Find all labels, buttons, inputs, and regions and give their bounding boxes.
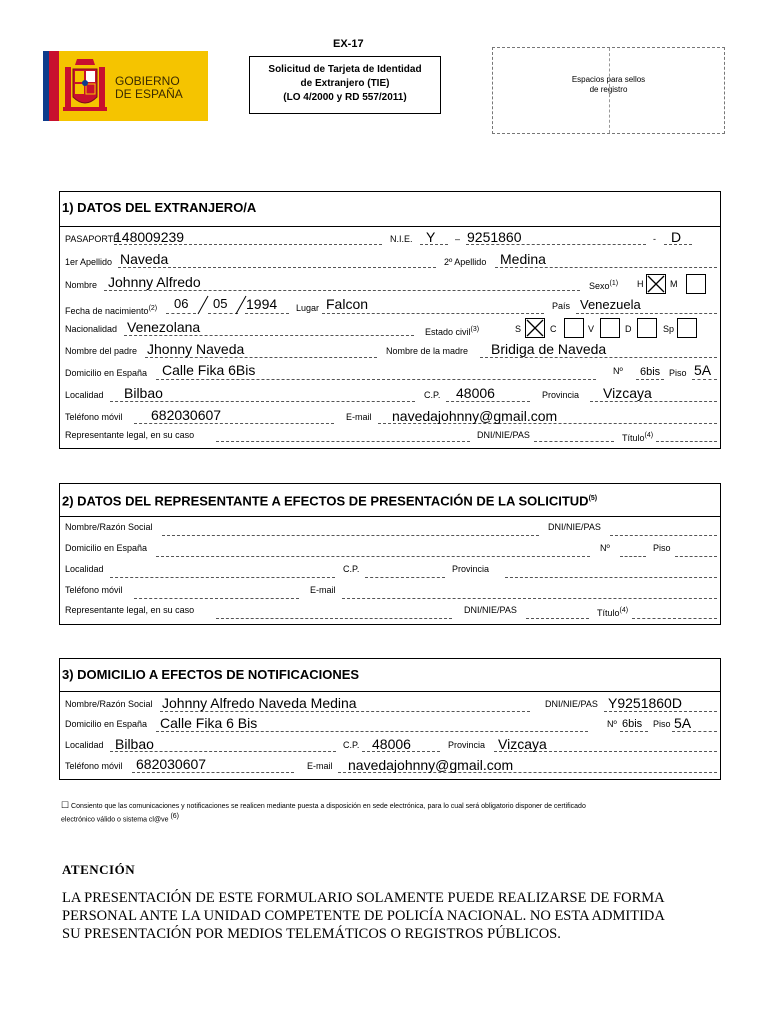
titulo-label: Título$^{(4)}$	[622, 432, 654, 443]
not-email-label: E-mail	[307, 761, 333, 771]
check-cross-icon	[526, 319, 544, 337]
estado-s-label: S	[515, 324, 522, 334]
nie-label: N.I.E.	[390, 234, 413, 244]
consent-ref: (6)	[170, 813, 180, 820]
estado-v-checkbox[interactable]	[600, 318, 620, 338]
check-cross-icon	[647, 275, 665, 293]
madre-field[interactable]: Bridiga de Naveda	[491, 341, 607, 357]
padre-label: Nombre del padre	[65, 346, 138, 356]
section1-title: 1) DATOS DEL EXTRANJERO/A	[62, 200, 257, 215]
padre-field[interactable]: Jhonny Naveda	[147, 341, 245, 357]
rep-domicilio-label: Domicilio en España	[65, 543, 148, 553]
section2-title-rule	[60, 516, 720, 517]
rep-domicilio-field[interactable]	[156, 556, 590, 557]
estado-d-checkbox[interactable]	[637, 318, 657, 338]
nacionalidad-label: Nacionalidad	[65, 324, 118, 334]
rep-telefono-label: Teléfono móvil	[65, 585, 123, 595]
dni-label: DNI/NIE/PAS	[477, 430, 530, 440]
stamp-divider	[609, 48, 610, 133]
logo-text-line1: GOBIERNO	[115, 74, 180, 88]
form-code: EX-17	[333, 38, 364, 50]
provincia-label: Provincia	[542, 390, 580, 400]
nie-check-field[interactable]: D	[671, 229, 682, 245]
pasaporte-label: PASAPORTE	[65, 234, 120, 244]
not-domicilio-field[interactable]: Calle Fika 6 Bis	[160, 715, 258, 731]
pasaporte-field[interactable]: 148009239	[114, 229, 185, 245]
sexo-label: Sexo$^{(1)}$	[589, 280, 619, 291]
localidad-label: Localidad	[65, 390, 104, 400]
section3-title-rule	[60, 691, 720, 692]
rep-cp-label: C.P.	[343, 564, 360, 574]
title-line3: (LO 4/2000 y RD 557/2011)	[283, 92, 407, 103]
fecha-ref: (2)	[148, 305, 158, 312]
rep-cp-field[interactable]	[365, 577, 445, 578]
notice-line3: SU PRESENTACIÓN POR MEDIOS TELEMÁTICOS O REGISTROS PÚBLICOS.	[62, 926, 561, 942]
numero-label: Nº	[613, 366, 623, 376]
rep-nombre-field[interactable]	[162, 535, 539, 536]
not-numero-label: Nº	[607, 719, 617, 729]
rep-telefono-field[interactable]	[134, 598, 299, 599]
not-piso-field[interactable]: 5A	[674, 715, 692, 731]
rep-provincia-field[interactable]	[505, 577, 717, 578]
not-dni-label: DNI/NIE/PAS	[545, 699, 598, 709]
telefono-label: Teléfono móvil	[65, 412, 123, 422]
domicilio-label: Domicilio en España	[65, 368, 148, 378]
email-field[interactable]: navedajohnny@gmail.com	[392, 408, 558, 424]
sexo-h-label: H	[637, 279, 644, 289]
rep-localidad-field[interactable]	[110, 577, 335, 578]
rep-titulo-label: Título$^{(4)}$	[597, 607, 629, 618]
stamp-line1: Espacios para sellos	[571, 75, 646, 84]
nie-letter-field[interactable]: Y	[426, 229, 436, 245]
coat-of-arms-icon	[61, 57, 109, 117]
representante-label: Representante legal, en su caso	[65, 430, 195, 440]
rep-titulo-field[interactable]	[632, 618, 717, 619]
estado-d-label: D	[625, 324, 632, 334]
logo-text-line2: DE ESPAÑA	[115, 87, 183, 101]
rep-dni-field[interactable]	[610, 535, 717, 536]
sexo-m-label: M	[670, 279, 678, 289]
email-label: E-mail	[346, 412, 372, 422]
rep-email-field[interactable]	[342, 598, 717, 599]
estado-sp-label: Sp	[663, 324, 675, 334]
pais-label: País	[552, 301, 571, 311]
gobierno-logo	[43, 51, 208, 121]
rep-localidad-label: Localidad	[65, 564, 104, 574]
notice-line1: LA PRESENTACIÓN DE ESTE FORMULARIO SOLAMENTE PUEDE REALIZARSE DE FORMA	[62, 890, 665, 906]
fecha-anio-field[interactable]: 1994	[246, 296, 278, 312]
nombre-field[interactable]: Johnny Alfredo	[108, 274, 201, 290]
consent-text: Consiento que las comunicaciones y notificaciones se realicen mediante puesta a disposición en sede electrónica, para lo cual será obligatorio disponer de certificado	[71, 803, 586, 810]
sexo-ref: (1)	[609, 280, 619, 287]
piso-label: Piso	[669, 368, 687, 378]
estado-c-checkbox[interactable]	[564, 318, 584, 338]
notice-heading: ATENCIÓN	[62, 862, 136, 877]
pais-field[interactable]: Venezuela	[580, 297, 641, 312]
section2-title: 2) DATOS DEL REPRESENTANTE A EFECTOS DE PRESENTACIÓN DE LA SOLICITUD$^{(5)}$	[62, 493, 598, 509]
nacionalidad-field[interactable]: Venezolana	[127, 319, 201, 335]
not-telefono-field[interactable]: 682030607	[136, 756, 207, 772]
estado-c-label: C	[550, 324, 557, 334]
not-nombre-label: Nombre/Razón Social	[65, 699, 153, 709]
section1-title-rule	[60, 226, 720, 227]
not-localidad-field[interactable]: Bilbao	[115, 736, 154, 752]
rep-piso-label: Piso	[653, 543, 671, 553]
numero-field[interactable]: 6bis	[640, 366, 661, 378]
estado-v-label: V	[588, 324, 595, 334]
consent-line2: electrónico válido o sistema cl@ve (6)	[61, 813, 180, 824]
nie-number-field[interactable]: 9251860	[467, 229, 522, 245]
not-provincia-label: Provincia	[448, 740, 486, 750]
titulo-ref: (4)	[644, 432, 654, 439]
rep-dni2-field[interactable]	[526, 618, 589, 619]
stamp-line2: de registro	[589, 85, 628, 94]
provincia-field[interactable]: Vizcaya	[603, 385, 652, 401]
registry-stamp-box	[492, 47, 725, 134]
consent-checkbox[interactable]: ☐	[61, 800, 70, 810]
flag-stripe	[49, 51, 59, 121]
rep-dni-label: DNI/NIE/PAS	[548, 522, 601, 532]
sexo-m-checkbox[interactable]	[686, 274, 706, 294]
rep-numero-field[interactable]	[620, 556, 646, 557]
rep-dni2-label: DNI/NIE/PAS	[464, 605, 517, 615]
domicilio-field[interactable]: Calle Fika 6Bis	[162, 362, 256, 378]
not-domicilio-label: Domicilio en España	[65, 719, 148, 729]
not-piso-label: Piso	[653, 719, 671, 729]
rep-titulo-ref: (4)	[619, 607, 629, 614]
apellido1-label: 1er Apellido	[65, 257, 113, 267]
rep-representante-field[interactable]	[216, 618, 452, 619]
fecha-mes-field[interactable]: 05	[213, 296, 228, 311]
fecha-dia-field[interactable]: 06	[174, 296, 189, 311]
not-localidad-label: Localidad	[65, 740, 104, 750]
not-cp-field[interactable]: 48006	[372, 736, 411, 752]
title-box	[249, 56, 441, 114]
rep-piso-field[interactable]	[675, 556, 717, 557]
estado-s-checkbox[interactable]	[525, 318, 545, 338]
not-cp-label: C.P.	[343, 740, 360, 750]
estado-sp-checkbox[interactable]	[677, 318, 697, 338]
not-telefono-label: Teléfono móvil	[65, 761, 123, 771]
cp-label: C.P.	[424, 390, 441, 400]
title-line2: de Extranjero (TIE)	[300, 78, 390, 89]
not-email-field[interactable]: navedajohnny@gmail.com	[348, 757, 514, 773]
sexo-h-checkbox[interactable]	[646, 274, 666, 294]
nombre-label: Nombre	[65, 280, 98, 290]
section2-title-ref: (5)	[588, 495, 598, 502]
consent-line1	[61, 800, 586, 812]
not-numero-field[interactable]: 6bis	[622, 718, 643, 730]
apellido2-field[interactable]: Medina	[500, 251, 546, 267]
not-nombre-field[interactable]: Johnny Alfredo Naveda Medina	[162, 695, 357, 711]
date-slash-icon	[197, 295, 209, 315]
nie-dash: –	[455, 234, 461, 244]
title-line1: Solicitud de Tarjeta de Identidad	[268, 64, 422, 75]
madre-label: Nombre de la madre	[386, 346, 469, 356]
lugar-label: Lugar	[296, 303, 320, 313]
piso-field[interactable]: 5A	[694, 362, 712, 378]
rep-nombre-label: Nombre/Razón Social	[65, 522, 153, 532]
fecha-nacimiento-label: Fecha de nacimiento$^{(2)}$	[65, 305, 158, 316]
not-dni-field[interactable]: Y9251860D	[608, 695, 682, 711]
not-provincia-field[interactable]: Vizcaya	[498, 736, 547, 752]
estado-civil-label: Estado civil$^{(3)}$	[425, 326, 480, 337]
rep-email-label: E-mail	[310, 585, 336, 595]
telefono-field[interactable]: 682030607	[151, 407, 222, 423]
localidad-field[interactable]: Bilbao	[124, 385, 163, 401]
notice-line2: PERSONAL ANTE LA UNIDAD COMPETENTE DE POLICÍA NACIONAL. NO ESTA ADMITIDA	[62, 908, 665, 924]
nie-separator: -	[653, 234, 656, 244]
apellido2-label: 2º Apellido	[444, 257, 487, 267]
apellido1-field[interactable]: Naveda	[120, 251, 169, 267]
section3-title: 3) DOMICILIO A EFECTOS DE NOTIFICACIONES	[62, 667, 360, 682]
cp-field[interactable]: 48006	[456, 385, 495, 401]
rep-representante-label: Representante legal, en su caso	[65, 605, 195, 615]
rep-numero-label: Nº	[600, 543, 610, 553]
lugar-field[interactable]: Falcon	[326, 296, 369, 312]
rep-provincia-label: Provincia	[452, 564, 490, 574]
estado-ref: (3)	[470, 326, 480, 333]
